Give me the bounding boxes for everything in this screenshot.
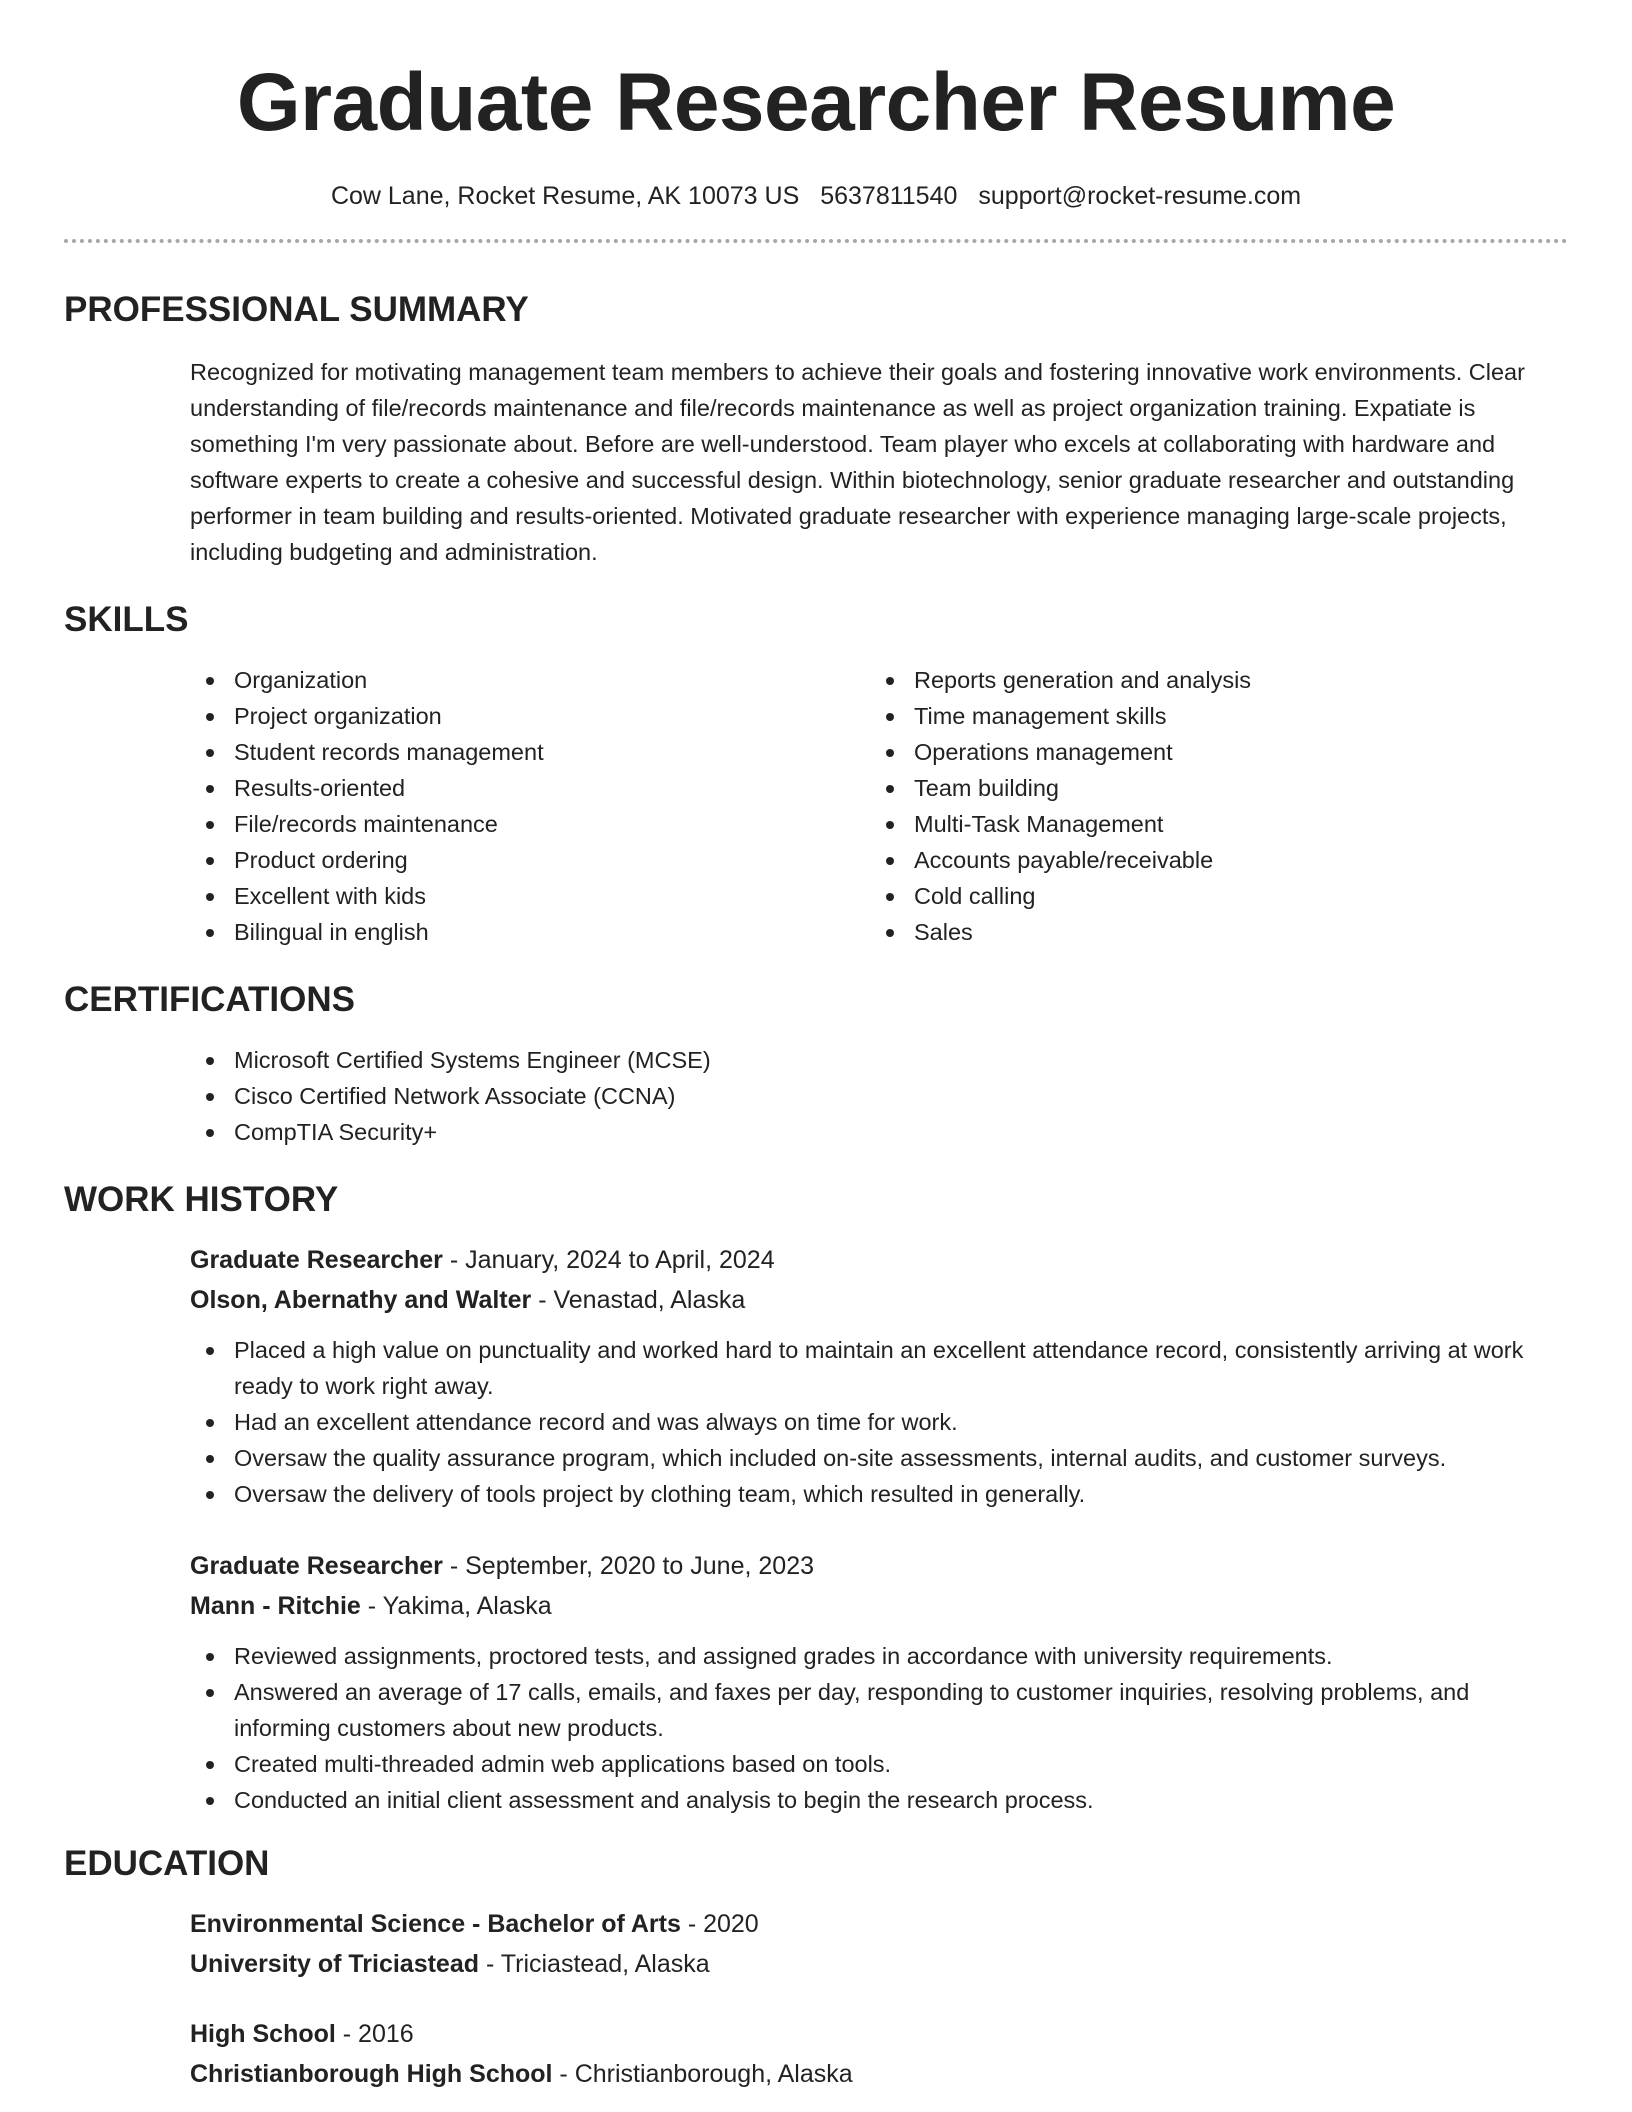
job-bullets	[190, 1332, 1568, 1512]
skill-item: Reports generation and analysis	[870, 662, 1550, 698]
education-year: - 2020	[680, 1910, 759, 1938]
skills-column-right	[870, 662, 1550, 950]
education-entry	[190, 2014, 1568, 2094]
education-location: - Christianborough, Alaska	[552, 2060, 853, 2088]
job-bullet: Conducted an initial client assessment and analysis to begin the research process.	[190, 1782, 1568, 1818]
education-degree-line	[190, 2014, 1568, 2054]
job-company: Mann - Ritchie	[190, 1592, 361, 1620]
skill-item: Product ordering	[190, 842, 870, 878]
skills-column-left	[190, 662, 870, 950]
job-entry	[190, 1546, 1568, 1818]
job-bullet: Oversaw the delivery of tools project by clothing team, which resulted in generally.	[190, 1476, 1568, 1512]
education-school-line	[190, 2054, 1568, 2094]
certification-item: CompTIA Security+	[190, 1114, 1568, 1150]
summary-heading: PROFESSIONAL SUMMARY	[64, 290, 529, 329]
education-school: University of Triciastead	[190, 1950, 480, 1978]
job-bullet: Had an excellent attendance record and was always on time for work.	[190, 1404, 1568, 1440]
job-company-line	[190, 1586, 1568, 1626]
job-bullet: Reviewed assignments, proctored tests, and assigned grades in accordance with university requirements.	[190, 1638, 1568, 1674]
job-dates: - January, 2024 to April, 2024	[442, 1246, 775, 1274]
skill-item: Time management skills	[870, 698, 1550, 734]
contact-line	[64, 182, 1568, 211]
education-school: Christianborough High School	[190, 2060, 553, 2088]
resume-title: Graduate Researcher Resume	[236, 57, 1396, 148]
skill-item: Team building	[870, 770, 1550, 806]
job-entry	[190, 1240, 1568, 1512]
education-degree-line	[190, 1904, 1568, 1944]
job-title-line	[190, 1240, 1568, 1280]
skill-item: Results-oriented	[190, 770, 870, 806]
summary-text: Recognized for motivating management team members to achieve their goals and fostering innovative work environments. Clear understanding of file/records maintenance and file/records maintenance as well as project organization training. Expatiate is something I'm very passionate about. Before are well-understood. Team player who excels at collaborating with hardware and software experts to create a cohesive and successful design. Within biotechnology, senior graduate researcher and outstanding performer in team building and results-oriented. Motivated graduate researcher with experience managing large-scale projects, including budgeting and administration.	[190, 359, 1525, 565]
education-entry	[190, 1904, 1568, 1984]
certification-item: Cisco Certified Network Associate (CCNA)	[190, 1078, 1568, 1114]
job-bullet: Placed a high value on punctuality and worked hard to maintain an excellent attendance record, consistently arriving at work ready to work right away.	[190, 1332, 1568, 1404]
job-location: - Venastad, Alaska	[531, 1286, 746, 1314]
skill-item: File/records maintenance	[190, 806, 870, 842]
job-title-line	[190, 1546, 1568, 1586]
skill-item: Excellent with kids	[190, 878, 870, 914]
skill-item: Sales	[870, 914, 1550, 950]
job-bullet: Oversaw the quality assurance program, which included on-site assessments, internal audits, and customer surveys.	[190, 1440, 1568, 1476]
education-heading: EDUCATION	[64, 1844, 270, 1883]
skill-item: Bilingual in english	[190, 914, 870, 950]
certification-item: Microsoft Certified Systems Engineer (MCSE)	[190, 1042, 1568, 1078]
skill-item: Operations management	[870, 734, 1550, 770]
skill-item: Student records management	[190, 734, 870, 770]
education-year: - 2016	[335, 2020, 414, 2048]
job-company-line	[190, 1280, 1568, 1320]
education-school-line	[190, 1944, 1568, 1984]
job-location: - Yakima, Alaska	[360, 1592, 552, 1620]
skill-item: Organization	[190, 662, 870, 698]
job-dates: - September, 2020 to June, 2023	[442, 1552, 814, 1580]
job-company: Olson, Abernathy and Walter	[190, 1286, 532, 1314]
contact-address: Cow Lane, Rocket Resume, AK 10073 US	[330, 182, 800, 210]
skill-item: Cold calling	[870, 878, 1550, 914]
certifications-heading: CERTIFICATIONS	[64, 980, 356, 1019]
job-bullet: Created multi-threaded admin web applications based on tools.	[190, 1746, 1568, 1782]
work-history-heading: WORK HISTORY	[64, 1180, 339, 1219]
job-bullets	[190, 1638, 1568, 1818]
contact-email: support@rocket-resume.com	[978, 182, 1302, 210]
contact-phone: 5637811540	[820, 182, 958, 210]
education-location: - Triciastead, Alaska	[479, 1950, 710, 1978]
education-degree: High School	[190, 2020, 336, 2048]
header-divider	[64, 239, 1568, 243]
education-degree: Environmental Science - Bachelor of Arts	[190, 1910, 681, 1938]
skills-list	[190, 662, 1568, 950]
skill-item: Accounts payable/receivable	[870, 842, 1550, 878]
skills-heading: SKILLS	[64, 600, 189, 639]
skill-item: Multi-Task Management	[870, 806, 1550, 842]
job-title: Graduate Researcher	[190, 1552, 443, 1580]
job-bullet: Answered an average of 17 calls, emails, and faxes per day, responding to customer inquiries, resolving problems, and informing customers about new products.	[190, 1674, 1568, 1746]
job-title: Graduate Researcher	[190, 1246, 443, 1274]
skill-item: Project organization	[190, 698, 870, 734]
certifications-list	[190, 1042, 1568, 1150]
